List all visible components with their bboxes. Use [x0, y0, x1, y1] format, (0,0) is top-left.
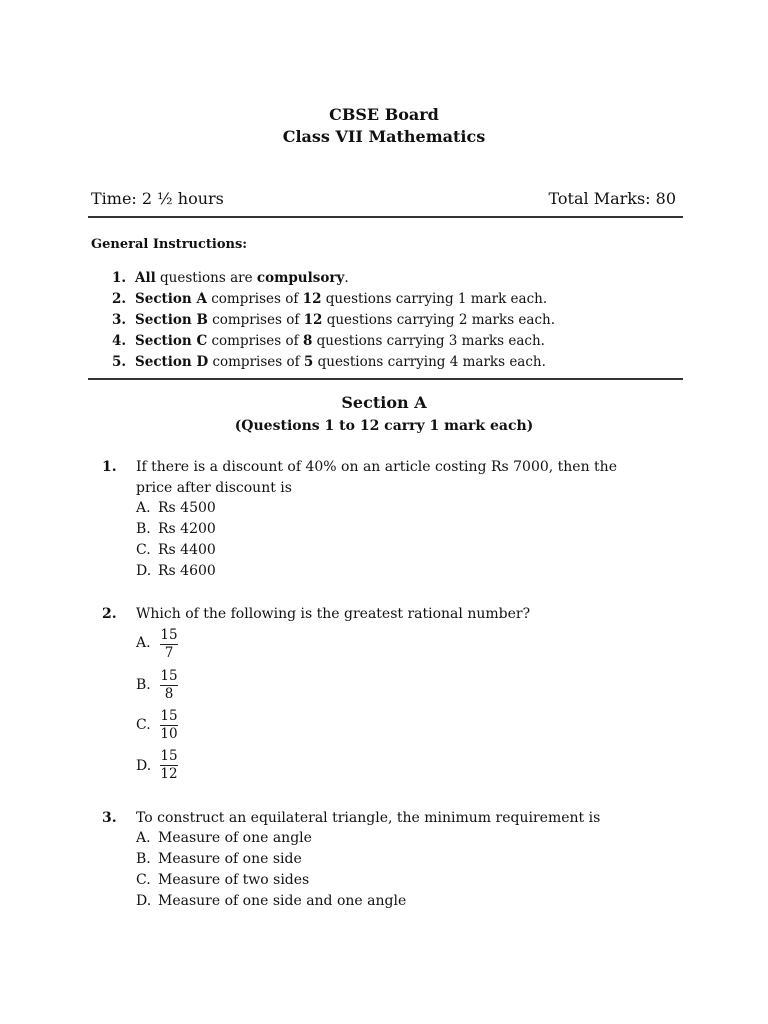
total-marks-label: Total Marks: 80 — [548, 189, 676, 208]
title-line-2: Class VII Mathematics — [282, 127, 486, 146]
instructions-divider — [88, 378, 683, 380]
option-letter: B. — [136, 677, 151, 693]
option: A. Rs 4500 — [136, 500, 216, 516]
instruction-item: 3. Section B comprises of 12 questions carrying 2 marks each. — [112, 312, 555, 328]
question-number: 1. — [102, 459, 117, 475]
question-text: To construct an equilateral triangle, the minimum requirement is — [136, 810, 601, 826]
time-label: Time: 2 ½ hours — [91, 189, 224, 208]
option: A. Measure of one angle — [136, 830, 312, 846]
question-text: Which of the following is the greatest rational number? — [136, 606, 531, 622]
fraction: $\frac{15}{7}$ — [160, 627, 178, 661]
option: D. Rs 4600 — [136, 563, 216, 579]
fraction: $\frac{15}{8}$ — [160, 668, 178, 702]
option-letter: C. — [136, 717, 151, 733]
fraction: $\frac{15}{10}$ — [160, 708, 178, 742]
fraction: $\frac{15}{12}$ — [160, 748, 178, 782]
option: B. Rs 4200 — [136, 521, 216, 537]
instruction-item: 2. Section A comprises of 12 questions carrying 1 mark each. — [112, 291, 548, 307]
section-title: Section A — [341, 393, 427, 412]
option: C. Rs 4400 — [136, 542, 216, 558]
section-subtitle: (Questions 1 to 12 carry 1 mark each) — [234, 418, 534, 434]
option: D. Measure of one side and one angle — [136, 893, 407, 909]
option-letter: D. — [136, 758, 152, 774]
header-divider — [88, 216, 683, 218]
question-number: 3. — [102, 810, 117, 826]
instruction-item: 5. Section D comprises of 5 questions carrying 4 marks each. — [112, 354, 546, 370]
instruction-item: 4. Section C comprises of 8 questions carrying 3 marks each. — [112, 333, 545, 349]
title-line-1: CBSE Board — [329, 105, 439, 124]
question-text: If there is a discount of 40% on an article costing Rs 7000, then the price after discount is — [136, 459, 617, 496]
question-number: 2. — [102, 606, 117, 622]
option: B. Measure of one side — [136, 851, 302, 867]
instruction-item: 1. All questions are compulsory. — [112, 270, 349, 286]
option-letter: A. — [136, 635, 151, 651]
instructions-heading: General Instructions: — [91, 237, 248, 252]
option: C. Measure of two sides — [136, 872, 310, 888]
